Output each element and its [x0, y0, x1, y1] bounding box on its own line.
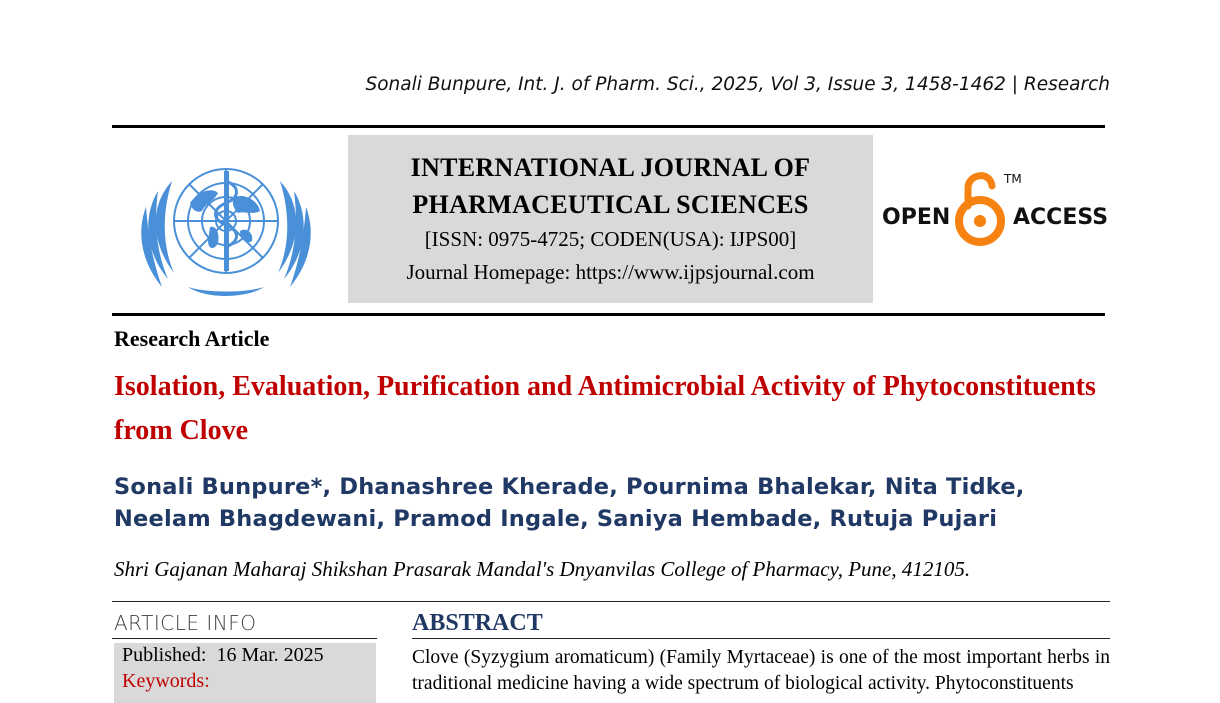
running-head: Sonali Bunpure, Int. J. of Pharm. Sci., 2025, Vol 3, Issue 3, 1458-1462 | Research [365, 74, 1110, 95]
open-lock-icon [959, 176, 1001, 242]
published-date: 16 Mar. 2025 [216, 644, 324, 666]
journal-issn: [ISSN: 0975-4725; CODEN(USA): IJPS00] [424, 227, 797, 251]
affiliation: Shri Gajanan Maharaj Shikshan Prasarak Mandal's Dnyanvilas College of Pharmacy, Pune, 412105. [114, 557, 971, 581]
abstract-text: Clove (Syzygium aromaticum) (Family Myrtaceae) is one of the most important herbs in traditional medicine having a wide spectrum of biological activity. Phytoconstituents [412, 647, 1110, 694]
oa-access-text: ACCESS [1013, 205, 1108, 230]
journal-name-line-2: PHARMACEUTICAL SCIENCES [412, 190, 809, 219]
journal-name-line-1: INTERNATIONAL JOURNAL OF [410, 153, 811, 182]
published-label: Published: [122, 644, 207, 666]
open-access-logo [880, 166, 1108, 252]
journal-masthead [348, 135, 873, 303]
abstract-heading: ABSTRACT [412, 610, 543, 636]
abstract-rule [412, 638, 1110, 639]
author-list: Sonali Bunpure*, Dhanashree Kherade, Pournima Bhalekar, Nita Tidke, Neelam Bhagdewani, Pramod Ingale, Saniya Hembade, Rutuja Pujari [114, 474, 1025, 532]
section-divider [112, 601, 1110, 602]
oa-trademark: TM [1004, 172, 1022, 186]
article-title: Isolation, Evaluation, Purification and Antimicrobial Activity of Phytoconstituents from Clove [114, 371, 1096, 446]
journal-globe-logo [128, 141, 324, 305]
header-bottom-rule [112, 313, 1105, 316]
published-line [122, 644, 324, 667]
article-type: Research Article [114, 326, 270, 351]
header-top-rule [112, 125, 1105, 128]
keywords-label: Keywords: [122, 670, 210, 692]
journal-homepage: Journal Homepage: https://www.ijpsjournal.com [406, 260, 815, 284]
article-info-rule [112, 638, 377, 639]
oa-open-text: OPEN [882, 205, 951, 230]
article-info-heading: ARTICLE INFO [114, 611, 257, 635]
